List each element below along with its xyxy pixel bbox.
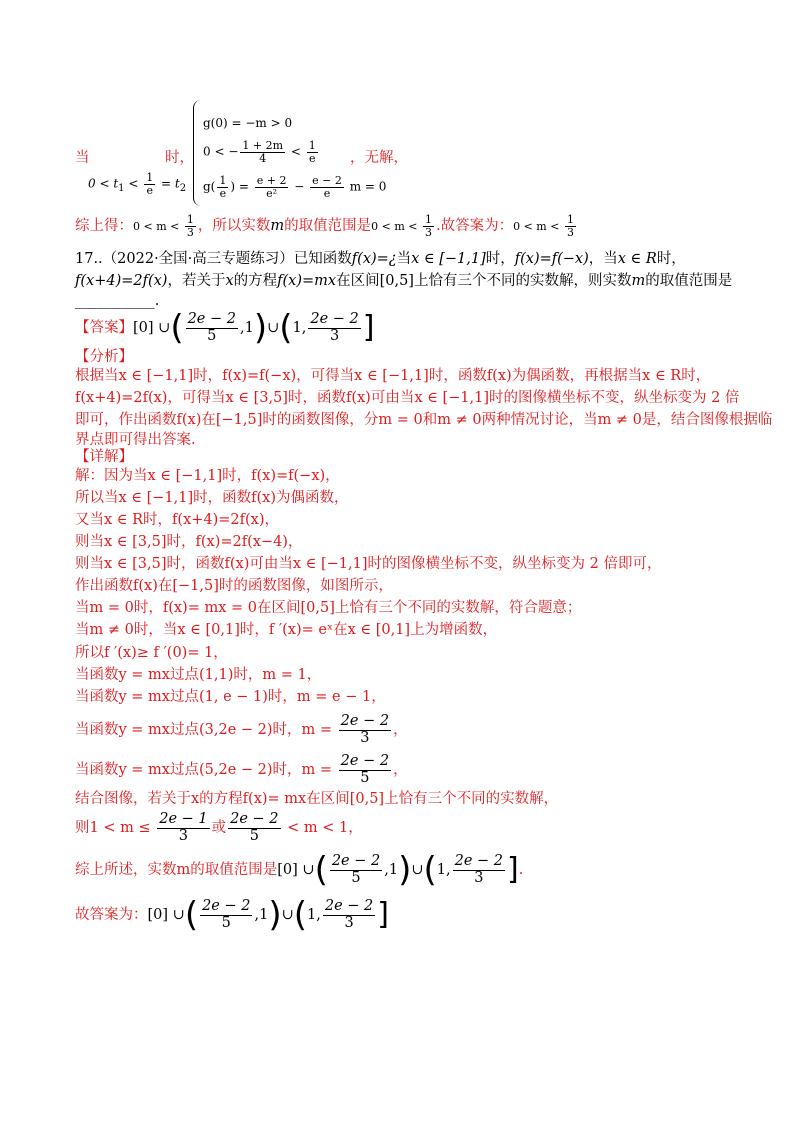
analysis-line-3: 即可，作出函数f(x)在[−1,5]时的函数图像，分m = 0和m ≠ 0两种情况讨论，当m ≠ 0是，结合图像根据临 (75, 412, 773, 428)
no-solution-text: ，无解， (350, 150, 408, 166)
detail-line-12: 当函数y = mx过点(3,2e − 2)时，m = $\frac{2e - 2}{3}$ ， (75, 713, 408, 746)
detail-line-4: 则当x ∈ [3,5]时，f(x)=2f(x−4)， (75, 534, 303, 550)
system-eq-1: g(0) = −m > 0 (203, 116, 293, 130)
system-eq-3: g( $\frac{1}{e}$ ) = $\frac{e + 2}{\text{e²}}$ − $\frac{e - 2}{e}$ m = 0 (203, 174, 387, 200)
detail-line-17: 故答案为：[0] ∪( $\frac{2e - 2}{5}$ ,1)∪(1, $\frac{2e - 2}{3}$ ] (75, 895, 389, 935)
summary-line: 综上得：0 < m < $\frac{1}{3}$ ，所以实数m的取值范围是0 < m < $\frac{1}{3}$ .故答案为：0 < m < $\frac{1}{3}$ (75, 213, 574, 239)
detail-line-6: 作出函数f(x)在[−1,5]时的函数图像，如图所示， (75, 578, 393, 594)
detail-line-5: 则当x ∈ [3,5]时，函数f(x)可由当x ∈ [−1,1]时的图像横坐标不变，纵坐标变为 2 倍即可， (75, 556, 662, 572)
detail-line-13: 当函数y = mx过点(5,2e − 2)时，m = $\frac{2e - 2}{5}$ ， (75, 753, 408, 786)
analysis-line-4: 界点即可得出答案. (75, 432, 196, 448)
detail-line-7: 当m = 0时，f(x)= mx = 0在区间[0,5]上恰有三个不同的实数解，符合题意； (75, 600, 582, 616)
system-eq-2: 0 < − $\frac{1 + 2m}{4}$ < $\frac{1}{e}$ (203, 139, 316, 165)
detail-line-14: 结合图像，若关于x的方程f(x)= mx在区间[0,5]上恰有三个不同的实数解， (75, 791, 559, 807)
detail-line-15: 则1 < m ≤ $\frac{2e - 1}{3}$ 或 $\frac{2e - 2}{5}$ < m < 1， (75, 811, 363, 844)
analysis-label: 【分析】 (75, 349, 133, 365)
answer-label: 【答案】 (75, 320, 133, 336)
detail-line-9: 所以f ′(x)≥ f ′(0)= 1， (75, 645, 228, 661)
detail-line-16: 综上所述，实数m的取值范围是[0] ∪( $\frac{2e - 2}{5}$ ,1)∪(1, $\frac{2e - 2}{3}$ ]. (75, 850, 524, 890)
detail-line-3: 又当x ∈ R时，f(x+4)=2f(x)， (75, 512, 280, 528)
detail-line-11: 当函数y = mx过点(1, e − 1)时，m = e − 1， (75, 689, 386, 705)
analysis-line-1: 根据当x ∈ [−1,1]时，f(x)=f(−x)，可得当x ∈ [−1,1]时，函数f(x)为偶函数，再根据当x ∈ R时， (75, 368, 711, 384)
t-condition: $0 < t_1$ < $\frac{1}{e}$ = $t_2$ (88, 171, 187, 197)
answer-line: 【答案】[0] ∪( $\frac{2e - 2}{5}$ ,1)∪(1, $\frac{2e - 2}{3}$ ] (75, 308, 375, 348)
detail-line-1: 解：因为当x ∈ [−1,1]时，f(x)=f(−x)， (75, 468, 340, 484)
answer-blank: ___________. (75, 293, 160, 309)
detail-label: 【详解】 (75, 449, 133, 465)
time-label: 时， (165, 150, 194, 166)
analysis-line-2: f(x+4)=2f(x)，可得当x ∈ [3,5]时，函数f(x)可由当x ∈ [−1,1]时的图像横坐标不变，纵坐标变为 2 倍 (75, 390, 740, 406)
detail-line-2: 所以当x ∈ [−1,1]时，函数f(x)为偶函数， (75, 490, 349, 506)
detail-line-8: 当m ≠ 0时，当x ∈ [0,1]时，f ′(x)= eˣ在x ∈ [0,1]上为增函数， (75, 622, 498, 638)
question-line-1: 17..（2022·全国·高三专题练习）已知函数f(x)=¿当x ∈ [−1,1]时，f(x)=f(−x)，当x ∈ R时， (75, 251, 686, 267)
detail-line-10: 当函数y = mx过点(1,1)时，m = 1， (75, 667, 322, 683)
when-label: 当 (75, 150, 90, 166)
question-line-2: f(x+4)=2f(x)，若关于x的方程f(x)=mx在区间[0,5]上恰有三个不同的实数解，则实数m的取值范围是 (75, 273, 733, 289)
